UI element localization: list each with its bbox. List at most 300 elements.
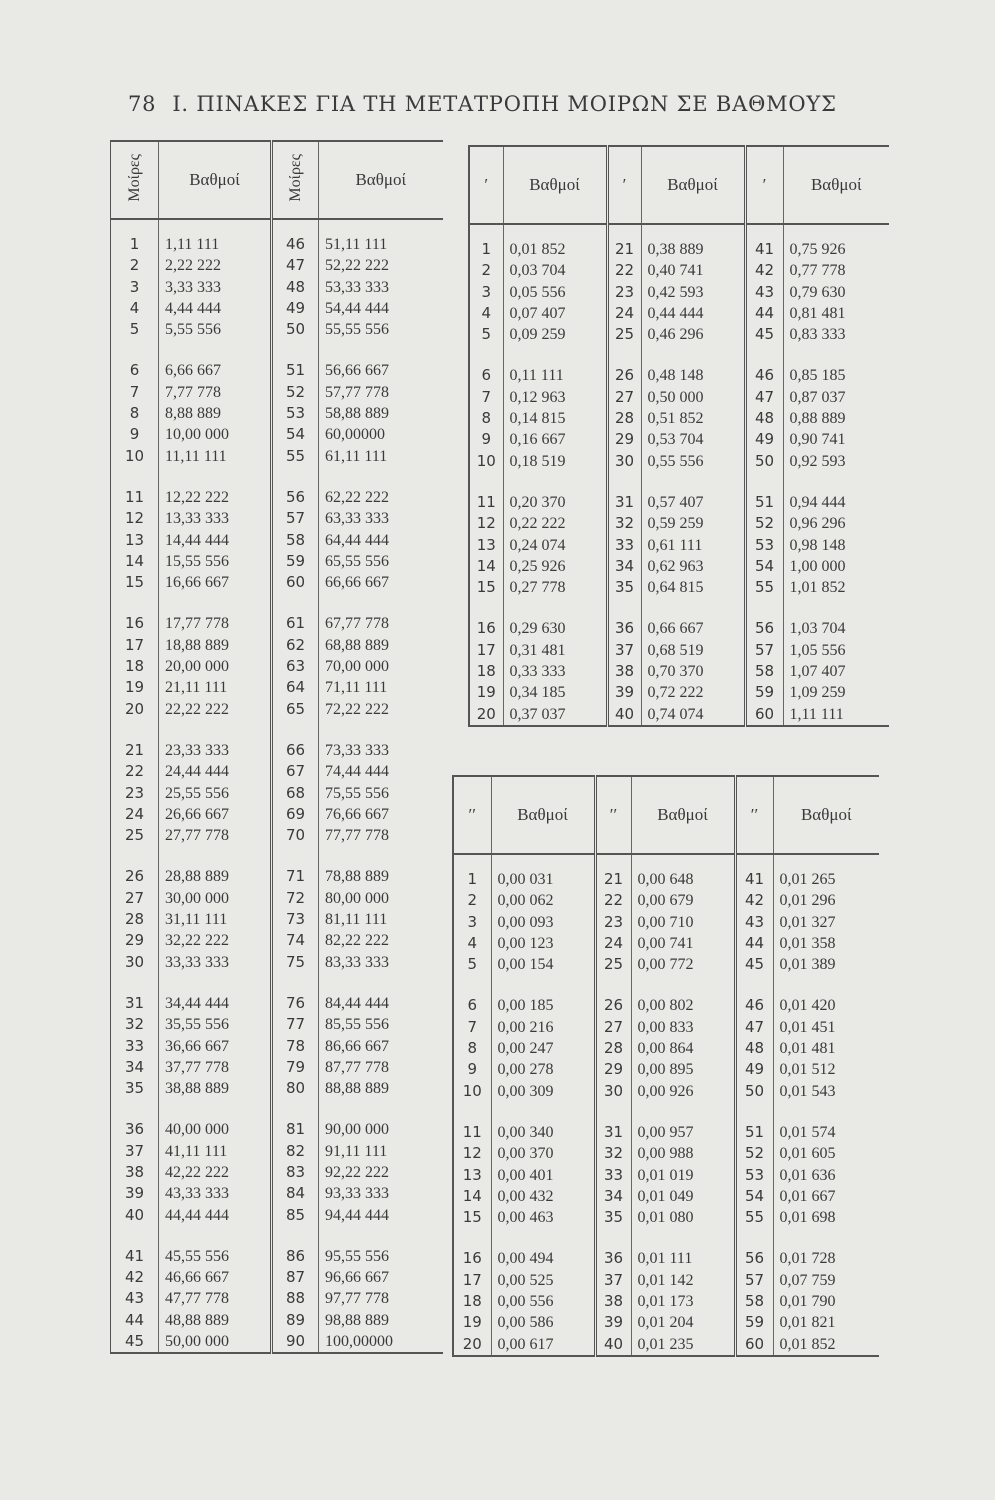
angle-cell: 77	[272, 1014, 319, 1035]
table-row	[453, 912, 879, 933]
angle-cell: 35	[607, 577, 641, 598]
table-row	[111, 1141, 443, 1162]
table-body	[469, 224, 889, 726]
angle-cell: 55	[745, 577, 783, 598]
grads-value-cell: 46,66 667	[159, 1267, 272, 1288]
grads-value-cell: 0,44 444	[641, 303, 745, 324]
angle-cell: 15	[469, 577, 503, 598]
grads-value-cell: 0,00 957	[631, 1102, 735, 1143]
angle-cell: 39	[111, 1183, 159, 1204]
grads-value-cell: 66,66 667	[325, 574, 389, 592]
angle-cell: 70	[272, 825, 319, 846]
angle-cell: 34	[607, 556, 641, 577]
grads-value-cell: 84,44 444	[325, 994, 389, 1012]
angle-cell: 45	[111, 1331, 159, 1353]
grads-value-cell: 0,01 389	[779, 956, 836, 974]
table-row	[469, 535, 889, 556]
grads-value-cell: 0,00 432	[491, 1186, 595, 1207]
angle-cell: 25	[111, 825, 159, 846]
page-number: 78	[128, 92, 157, 116]
grads-value-cell: 0,01 852	[503, 224, 607, 260]
angle-cell: 5	[111, 319, 159, 340]
table-row	[111, 1226, 443, 1267]
angle-cell: 4	[469, 303, 503, 324]
grads-value-cell: 0,00 679	[631, 890, 735, 911]
grads-value-cell: 0,25 926	[503, 556, 607, 577]
angle-cell: 59	[272, 551, 319, 572]
grads-value-cell: 0,46 296	[641, 324, 745, 345]
angle-cell: 39	[607, 682, 641, 703]
angle-cell: 45	[735, 954, 773, 975]
angle-cell: 29	[111, 930, 159, 951]
angle-cell: 29	[607, 429, 641, 450]
angle-cell: 5	[469, 324, 503, 345]
angle-cell: 21	[607, 224, 641, 260]
grads-value-cell: 0,01 358	[779, 934, 836, 952]
grads-value-cell: 1,03 704	[789, 620, 846, 638]
grads-value-cell: 3,33 333	[159, 277, 272, 298]
grads-value-cell: 0,01 605	[779, 1145, 836, 1163]
table-row	[111, 825, 443, 846]
angle-cell: 24	[607, 303, 641, 324]
table-header-row	[469, 146, 889, 224]
grads-value-cell: 0,00 247	[491, 1038, 595, 1059]
grads-value-cell: 92,22 222	[325, 1163, 389, 1181]
angle-cell: 27	[111, 888, 159, 909]
angle-cell: 54	[272, 424, 319, 445]
table-row	[453, 1270, 879, 1291]
grads-value-cell: 40,00 000	[159, 1099, 272, 1140]
grads-value-cell: 2,22 222	[159, 255, 272, 276]
angle-cell: 53	[745, 535, 783, 556]
angle-cell: 69	[272, 804, 319, 825]
grads-value-cell: 0,75 926	[789, 241, 846, 258]
grads-value-cell: 53,33 333	[325, 278, 389, 296]
angle-cell: 60	[272, 572, 319, 593]
angle-cell: 16	[469, 598, 503, 639]
table-row	[111, 761, 443, 782]
angle-cell: 53	[735, 1165, 773, 1186]
grads-value-cell: 65,55 556	[325, 552, 389, 570]
grads-column-header: Βαθμοί	[159, 141, 272, 219]
grads-value-cell: 80,00 000	[325, 889, 389, 907]
table-row	[453, 1291, 879, 1312]
grads-value-cell: 67,77 778	[325, 615, 389, 633]
grads-value-cell: 91,11 111	[325, 1142, 388, 1160]
grads-value-cell: 54,44 444	[325, 299, 389, 317]
angle-cell: 7	[111, 382, 159, 403]
angle-cell: 1	[453, 854, 491, 890]
table-row	[469, 704, 889, 726]
angle-cell: 56	[735, 1228, 773, 1269]
angle-cell: 38	[595, 1291, 631, 1312]
angle-cell: 89	[272, 1310, 319, 1331]
grads-value-cell: 0,00 216	[491, 1017, 595, 1038]
grads-value-cell: 0,00 185	[491, 975, 595, 1016]
angle-cell: 66	[272, 720, 319, 761]
angle-cell: 41	[735, 854, 773, 890]
grads-value-cell: 96,66 667	[325, 1269, 389, 1287]
grads-value-cell: 0,00 370	[491, 1143, 595, 1164]
angle-cell: 85	[272, 1205, 319, 1226]
table-row	[111, 888, 443, 909]
angle-cell: 23	[595, 912, 631, 933]
angle-cell: 72	[272, 888, 319, 909]
grads-value-cell: 56,66 667	[325, 362, 389, 380]
grads-column-header: Βαθμοί	[491, 776, 595, 854]
angle-cell: 83	[272, 1162, 319, 1183]
table-row	[453, 975, 879, 1016]
angle-cell: 90	[272, 1331, 319, 1353]
grads-value-cell: 33,33 333	[159, 952, 272, 973]
grads-value-cell: 0,00 833	[631, 1017, 735, 1038]
angle-cell: 19	[469, 682, 503, 703]
angle-cell: 75	[272, 952, 319, 973]
grads-value-cell: 0,14 815	[503, 408, 607, 429]
table-row	[111, 1267, 443, 1288]
table-row	[469, 260, 889, 281]
seconds-column-header: ′′	[735, 776, 773, 854]
angle-cell: 23	[111, 783, 159, 804]
angle-cell: 40	[111, 1205, 159, 1226]
angle-cell: 87	[272, 1267, 319, 1288]
angle-cell: 44	[735, 933, 773, 954]
grads-value-cell: 34,44 444	[159, 973, 272, 1014]
grads-column-header: Βαθμοί	[783, 146, 889, 224]
angle-cell: 88	[272, 1288, 319, 1309]
grads-value-cell: 0,01 698	[779, 1209, 836, 1227]
angle-cell: 12	[453, 1143, 491, 1164]
grads-value-cell: 32,22 222	[159, 930, 272, 951]
grads-value-cell: 0,01 080	[631, 1207, 735, 1228]
grads-value-cell: 63,33 333	[325, 510, 389, 528]
grads-value-cell: 95,55 556	[325, 1247, 389, 1265]
angle-cell: 58	[745, 661, 783, 682]
angle-cell: 17	[453, 1270, 491, 1291]
table-row	[469, 282, 889, 303]
angle-cell: 43	[745, 282, 783, 303]
table-row	[453, 1312, 879, 1333]
grads-value-cell: 0,77 778	[789, 262, 846, 280]
angle-cell: 45	[745, 324, 783, 345]
table-row	[111, 403, 443, 424]
angle-cell: 22	[111, 761, 159, 782]
grads-value-cell: 64,44 444	[325, 531, 389, 549]
grads-value-cell: 43,33 333	[159, 1183, 272, 1204]
grads-value-cell: 0,01 574	[779, 1123, 836, 1141]
angle-cell: 51	[735, 1102, 773, 1143]
angle-cell: 21	[595, 854, 631, 890]
grads-value-cell: 0,01 111	[631, 1228, 735, 1269]
table-row	[469, 303, 889, 324]
angle-cell: 46	[745, 345, 783, 386]
grads-value-cell: 90,00 000	[325, 1121, 389, 1139]
angle-cell: 20	[453, 1334, 491, 1356]
table-row	[111, 1288, 443, 1309]
grads-value-cell: 88,88 889	[325, 1080, 389, 1098]
angle-cell: 63	[272, 656, 319, 677]
angle-cell: 50	[745, 451, 783, 472]
table-row	[469, 556, 889, 577]
angle-cell: 33	[607, 535, 641, 556]
angle-cell: 19	[453, 1312, 491, 1333]
angle-cell: 32	[111, 1014, 159, 1035]
grads-value-cell: 0,01 204	[631, 1312, 735, 1333]
grads-value-cell: 0,00 154	[491, 954, 595, 975]
angle-cell: 50	[272, 319, 319, 340]
grads-value-cell: 17,77 778	[159, 593, 272, 634]
grads-value-cell: 0,00 309	[491, 1081, 595, 1102]
table-row	[453, 1059, 879, 1080]
grads-value-cell: 0,61 111	[641, 535, 745, 556]
angle-cell: 8	[111, 403, 159, 424]
angle-cell: 26	[595, 975, 631, 1016]
angle-cell: 10	[469, 451, 503, 472]
grads-value-cell: 78,88 889	[325, 868, 389, 886]
grads-value-cell: 94,44 444	[325, 1206, 389, 1224]
table-row	[453, 1186, 879, 1207]
table-row	[453, 1165, 879, 1186]
angle-cell: 18	[453, 1291, 491, 1312]
angle-cell: 61	[272, 593, 319, 634]
grads-value-cell: 36,66 667	[159, 1036, 272, 1057]
grads-value-cell: 22,22 222	[159, 699, 272, 720]
grads-value-cell: 0,87 037	[789, 388, 846, 406]
table-row	[469, 577, 889, 598]
grads-value-cell: 1,11 111	[789, 705, 844, 723]
grads-value-cell: 0,50 000	[641, 387, 745, 408]
table-row	[111, 340, 443, 381]
angle-cell: 5	[453, 954, 491, 975]
angle-cell: 3	[453, 912, 491, 933]
angle-cell: 60	[745, 704, 783, 726]
angle-cell: 56	[272, 467, 319, 508]
grads-value-cell: 0,01 852	[779, 1335, 836, 1353]
grads-value-cell: 0,00 864	[631, 1038, 735, 1059]
grads-column-header: Βαθμοί	[641, 146, 745, 224]
degrees-column-header: Μοίρες	[111, 141, 159, 219]
angle-cell: 40	[607, 704, 641, 726]
grads-value-cell: 0,01 512	[779, 1061, 836, 1079]
grads-value-cell: 0,00 802	[631, 975, 735, 1016]
angle-cell: 51	[272, 340, 319, 381]
grads-value-cell: 5,55 556	[159, 319, 272, 340]
grads-value-cell: 0,00 062	[491, 890, 595, 911]
grads-value-cell: 0,88 889	[789, 410, 846, 428]
grads-value-cell: 0,01 265	[779, 871, 836, 888]
grads-value-cell: 74,44 444	[325, 763, 389, 781]
grads-value-cell: 62,22 222	[325, 488, 389, 506]
table-row	[111, 572, 443, 593]
angle-cell: 33	[111, 1036, 159, 1057]
angle-cell: 57	[735, 1270, 773, 1291]
grads-value-cell: 26,66 667	[159, 804, 272, 825]
table-row	[111, 1057, 443, 1078]
grads-value-cell: 0,00 617	[491, 1334, 595, 1356]
grads-value-cell: 0,00 741	[631, 933, 735, 954]
grads-value-cell: 0,33 333	[503, 661, 607, 682]
angle-cell: 52	[272, 382, 319, 403]
angle-cell: 41	[745, 224, 783, 260]
angle-cell: 6	[111, 340, 159, 381]
angle-cell: 55	[735, 1207, 773, 1228]
table-row	[469, 387, 889, 408]
grads-value-cell: 1,11 111	[159, 219, 272, 255]
grads-value-cell: 61,11 111	[325, 447, 388, 465]
angle-cell: 13	[469, 535, 503, 556]
grads-value-cell: 0,98 148	[789, 536, 846, 554]
grads-value-cell: 25,55 556	[159, 783, 272, 804]
grads-value-cell: 81,11 111	[325, 911, 388, 929]
grads-value-cell: 42,22 222	[159, 1162, 272, 1183]
grads-value-cell: 76,66 667	[325, 805, 389, 823]
angle-cell: 29	[595, 1059, 631, 1080]
angle-cell: 35	[111, 1078, 159, 1099]
angle-cell: 3	[111, 277, 159, 298]
angle-cell: 6	[469, 345, 503, 386]
table-row	[111, 783, 443, 804]
grads-value-cell: 82,22 222	[325, 932, 389, 950]
grads-value-cell: 0,01 821	[779, 1314, 836, 1332]
angle-cell: 54	[735, 1186, 773, 1207]
angle-cell: 1	[469, 224, 503, 260]
grads-value-cell: 0,70 370	[641, 661, 745, 682]
grads-value-cell: 20,00 000	[159, 656, 272, 677]
grads-value-cell: 70,00 000	[325, 658, 389, 676]
grads-value-cell: 0,00 123	[491, 933, 595, 954]
seconds-column-header: ′′	[453, 776, 491, 854]
grads-value-cell: 0,01 235	[631, 1334, 735, 1356]
grads-value-cell: 30,00 000	[159, 888, 272, 909]
angle-cell: 18	[111, 656, 159, 677]
grads-value-cell: 0,22 222	[503, 513, 607, 534]
table-row	[111, 319, 443, 340]
grads-value-cell: 71,11 111	[325, 679, 388, 697]
table-row	[111, 593, 443, 634]
grads-value-cell: 45,55 556	[159, 1226, 272, 1267]
table-row	[111, 699, 443, 720]
angle-cell: 1	[111, 219, 159, 255]
grads-value-cell: 16,66 667	[159, 572, 272, 593]
angle-cell: 56	[745, 598, 783, 639]
grads-value-cell: 0,05 556	[503, 282, 607, 303]
grads-value-cell: 35,55 556	[159, 1014, 272, 1035]
grads-value-cell: 0,00 401	[491, 1165, 595, 1186]
table-row	[453, 954, 879, 975]
grads-value-cell: 0,81 481	[789, 304, 846, 322]
angle-cell: 43	[111, 1288, 159, 1309]
angle-cell: 19	[111, 677, 159, 698]
grads-value-cell: 0,00 093	[491, 912, 595, 933]
table-row	[111, 1331, 443, 1353]
angle-cell: 80	[272, 1078, 319, 1099]
angle-cell: 25	[607, 324, 641, 345]
angle-cell: 7	[453, 1017, 491, 1038]
angle-cell: 21	[111, 720, 159, 761]
angle-cell: 28	[607, 408, 641, 429]
table-row	[469, 682, 889, 703]
angle-cell: 36	[111, 1099, 159, 1140]
grads-value-cell: 31,11 111	[159, 909, 272, 930]
angle-cell: 22	[595, 890, 631, 911]
grads-value-cell: 0,38 889	[641, 224, 745, 260]
page-title: Ι. ΠΙΝΑΚΕΣ ΓΙΑ ΤΗ ΜΕΤΑΤΡΟΠΗ ΜΟΙΡΩΝ ΣΕ ΒΑΘΜΟΥΣ	[172, 92, 837, 116]
angle-cell: 27	[595, 1017, 631, 1038]
angle-cell: 32	[607, 513, 641, 534]
table-row	[111, 255, 443, 276]
table-row	[111, 1099, 443, 1140]
table-row	[111, 909, 443, 930]
angle-cell: 43	[735, 912, 773, 933]
angle-cell: 11	[469, 472, 503, 513]
grads-value-cell: 0,62 963	[641, 556, 745, 577]
angle-cell: 42	[735, 890, 773, 911]
grads-value-cell: 24,44 444	[159, 761, 272, 782]
grads-value-cell: 13,33 333	[159, 508, 272, 529]
grads-value-cell: 85,55 556	[325, 1016, 389, 1034]
table-header-row	[111, 141, 443, 219]
angle-cell: 86	[272, 1226, 319, 1267]
angle-cell: 23	[607, 282, 641, 303]
grads-value-cell: 27,77 778	[159, 825, 272, 846]
angle-cell: 59	[735, 1312, 773, 1333]
grads-value-cell: 8,88 889	[159, 403, 272, 424]
grads-value-cell: 75,55 556	[325, 784, 389, 802]
angle-cell: 46	[735, 975, 773, 1016]
seconds-column-header: ′′	[595, 776, 631, 854]
grads-value-cell: 37,77 778	[159, 1057, 272, 1078]
angle-cell: 9	[469, 429, 503, 450]
grads-value-cell: 68,88 889	[325, 636, 389, 654]
table-row	[111, 298, 443, 319]
table-row	[111, 635, 443, 656]
angle-cell: 37	[607, 640, 641, 661]
angle-cell: 67	[272, 761, 319, 782]
grads-value-cell: 0,12 963	[503, 387, 607, 408]
table-row	[469, 598, 889, 639]
table-header-row	[453, 776, 879, 854]
grads-value-cell: 0,00 463	[491, 1207, 595, 1228]
grads-value-cell: 0,00 710	[631, 912, 735, 933]
table-row	[453, 1228, 879, 1269]
grads-value-cell: 1,09 259	[789, 684, 846, 702]
grads-value-cell: 7,77 778	[159, 382, 272, 403]
grads-value-cell: 0,31 481	[503, 640, 607, 661]
angle-cell: 50	[735, 1081, 773, 1102]
angle-cell: 22	[607, 260, 641, 281]
angle-cell: 31	[111, 973, 159, 1014]
grads-value-cell: 58,88 889	[325, 405, 389, 423]
minutes-to-grads-table	[468, 145, 889, 727]
angle-cell: 20	[111, 699, 159, 720]
grads-value-cell: 0,01 451	[779, 1018, 836, 1036]
table-row	[453, 890, 879, 911]
angle-cell: 8	[453, 1038, 491, 1059]
angle-cell: 2	[111, 255, 159, 276]
angle-cell: 48	[745, 408, 783, 429]
angle-cell: 34	[595, 1186, 631, 1207]
grads-value-cell: 0,00 031	[491, 854, 595, 890]
grads-value-cell: 0,01 296	[779, 892, 836, 910]
grads-value-cell: 0,18 519	[503, 451, 607, 472]
angle-cell: 28	[111, 909, 159, 930]
table-row	[111, 720, 443, 761]
grads-value-cell: 0,00 556	[491, 1291, 595, 1312]
table-row	[111, 1162, 443, 1183]
grads-value-cell: 60,00000	[325, 426, 385, 444]
angle-cell: 20	[469, 704, 503, 726]
table-row	[111, 930, 443, 951]
